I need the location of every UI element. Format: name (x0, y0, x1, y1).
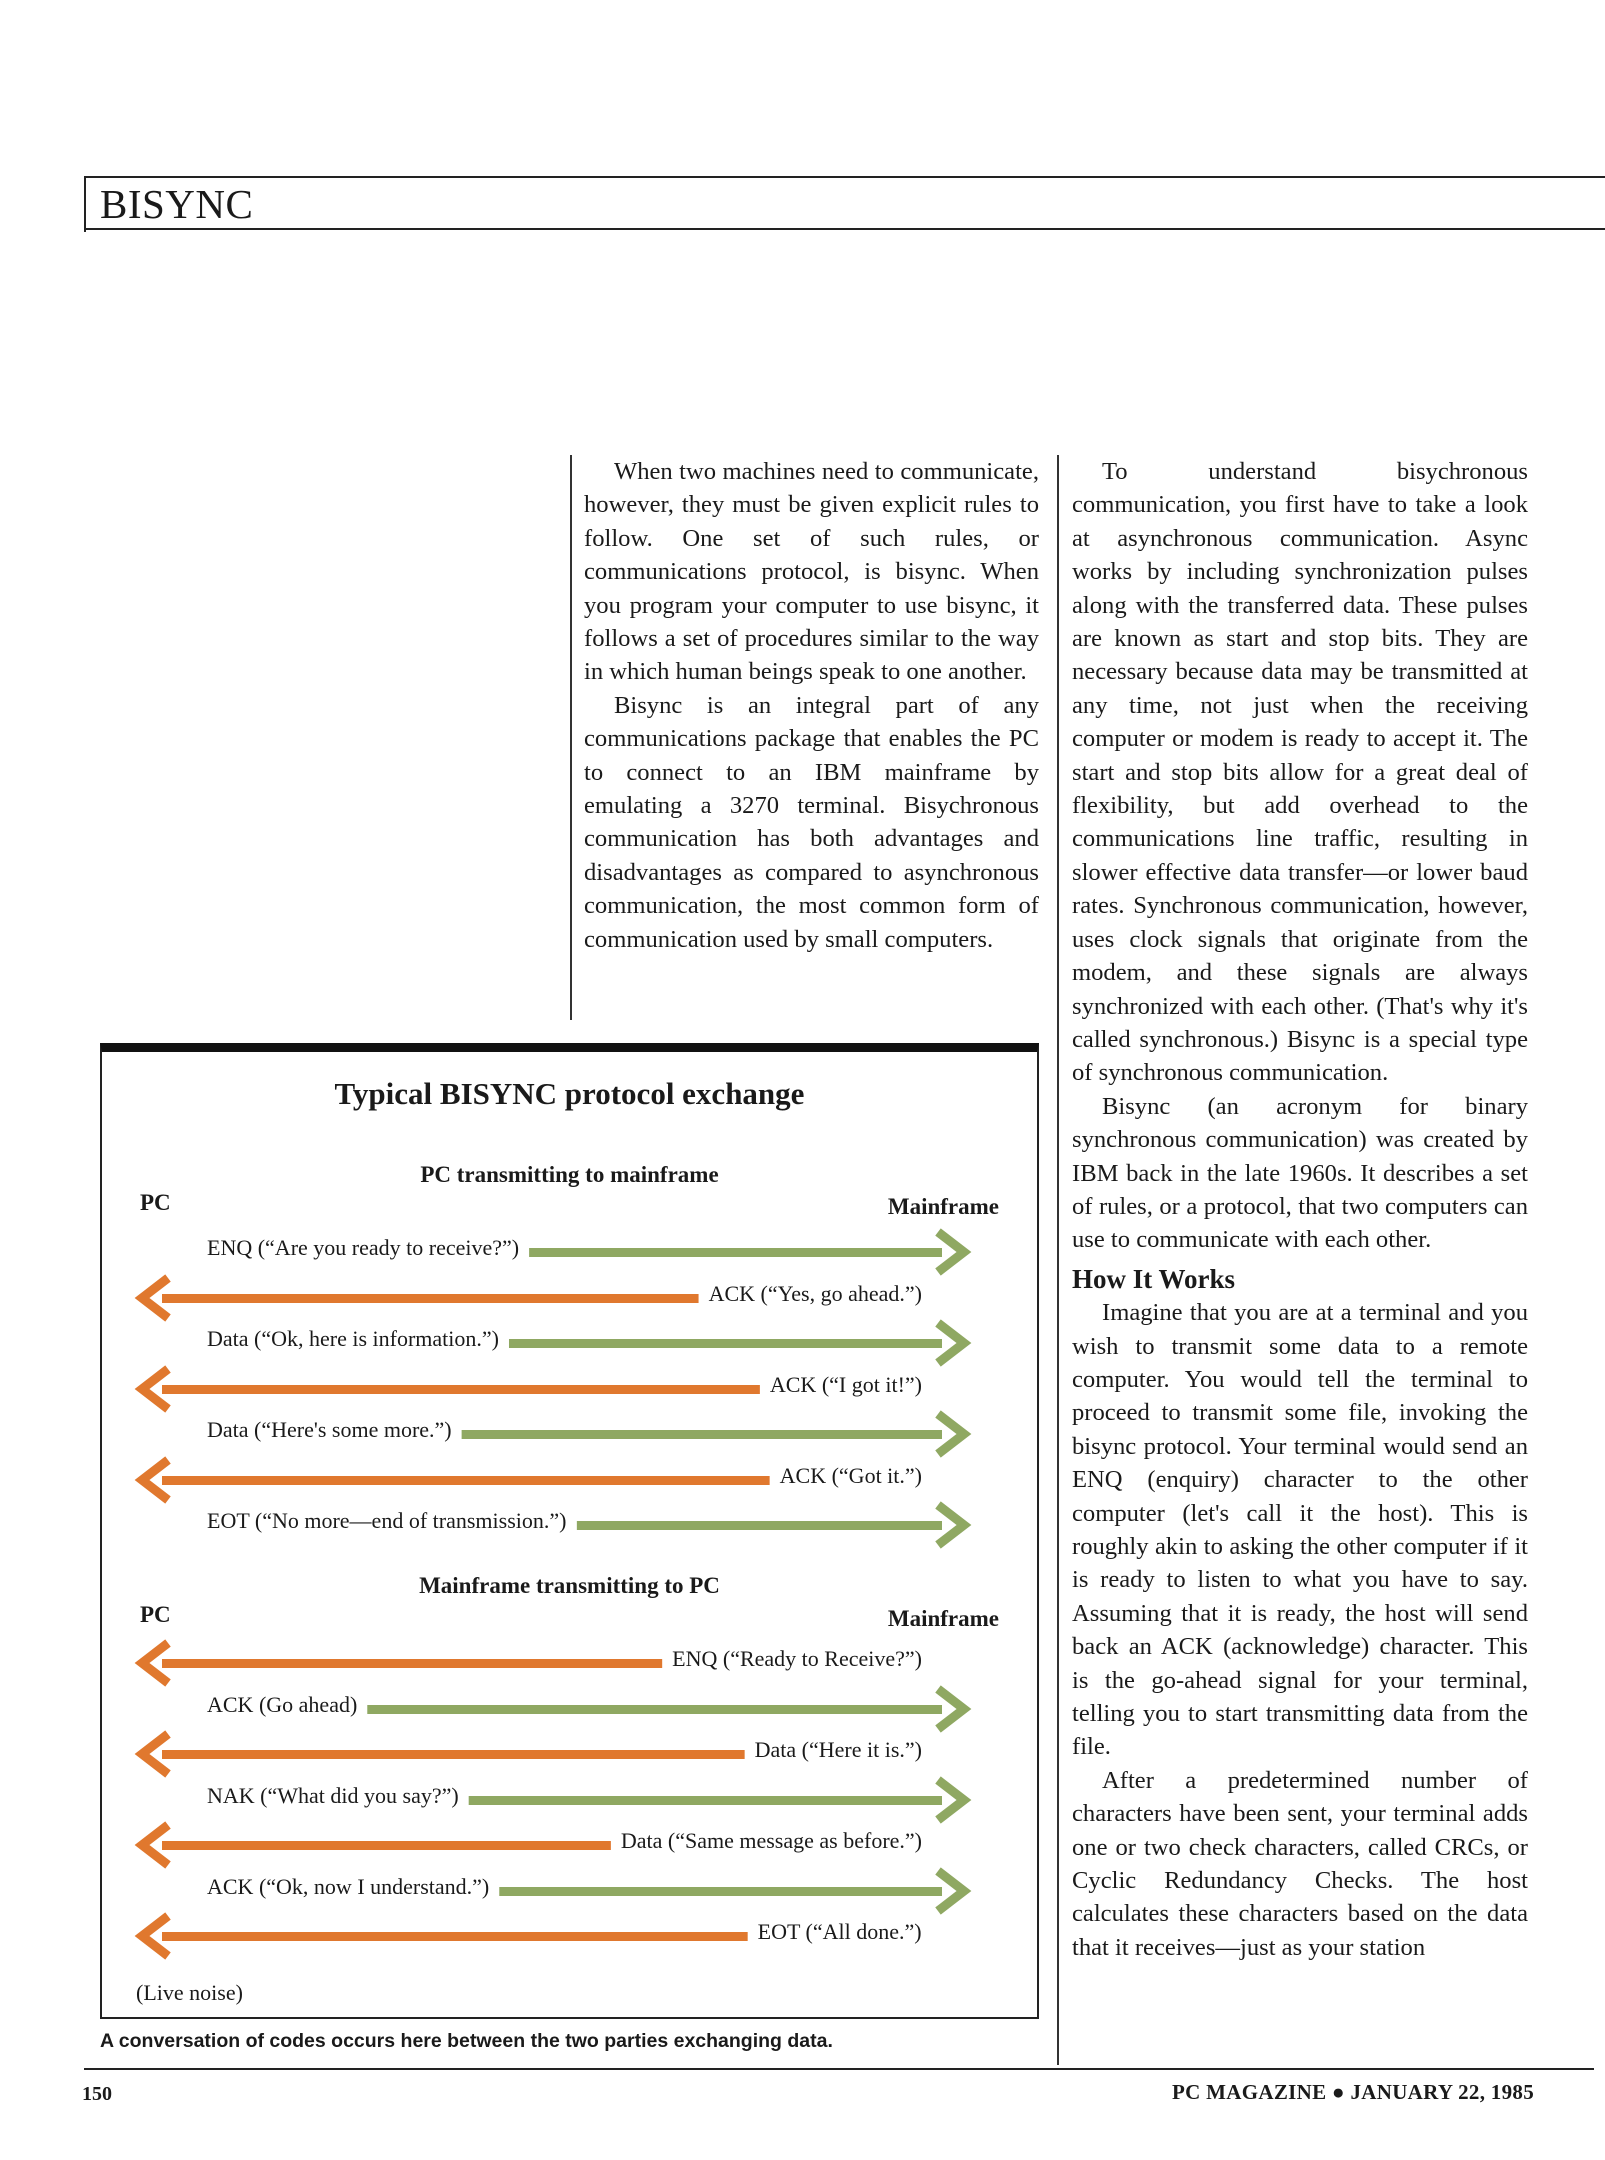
article-paragraph: Bisync (an acronym for binary synchronous communication) was created by IBM back in the late 1960s. It describes a set of rules, or a protocol, that two computers can use to communicate with each other. (1072, 1092, 1528, 1254)
figure-caption: A conversation of codes occurs here between the two parties exchanging data. (100, 2030, 833, 2052)
pc-label: PC (140, 1602, 171, 1627)
exchange-row (102, 1822, 1037, 1868)
article-column-middle (584, 455, 1039, 956)
page-number: 150 (82, 2083, 112, 2105)
subheading: How It Works (1072, 1263, 1236, 1294)
arrow-shaft-to-mainframe (499, 1887, 942, 1896)
article-column-right (1072, 455, 1528, 1964)
message-label-to-mainframe: ENQ (“Are you ready to receive?”) (207, 1235, 520, 1260)
message-label-to-pc: Data (“Same message as before.”) (620, 1828, 922, 1853)
exchange-row (102, 1275, 1037, 1321)
exchange-row (102, 1229, 1037, 1275)
header-bottom-rule (84, 228, 1605, 230)
message-label-to-mainframe: EOT (“No more—end of transmission.”) (207, 1508, 567, 1533)
exchange-row (102, 1777, 1037, 1823)
message-label-to-pc: EOT (“All done.”) (757, 1919, 922, 1944)
exchange-row (102, 1868, 1037, 1914)
arrow-shaft-to-mainframe (529, 1248, 942, 1257)
message-label-to-mainframe: ACK (“Ok, now I understand.”) (207, 1873, 490, 1899)
arrow-shaft-to-pc (162, 1476, 770, 1485)
arrow-shaft-to-mainframe (462, 1430, 942, 1439)
article-paragraph: Imagine that you are at a terminal and you wish to transmit some data to a remote computer. You would tell the terminal to proceed to transmit some file, invoking the bisync protocol. Your terminal would send an ENQ (enquiry) character to the other computer (let's call it the host). This is roughly akin to asking the other computer if it is ready to listen to what you have to say. Assuming that it is ready, the host will send back an ACK (acknowledge) character. This is the go-ahead signal for your terminal, telling you to start transmitting data from the file. (1072, 1299, 1528, 1761)
message-label-to-mainframe: ACK (Go ahead) (207, 1691, 358, 1717)
message-label-to-pc: Data (“Here it is.”) (754, 1737, 922, 1762)
message-label-to-mainframe: NAK (“What did you say?”) (207, 1782, 459, 1808)
arrow-shaft-to-mainframe (509, 1339, 942, 1348)
exchange-row (102, 1640, 1037, 1686)
column-divider-left (570, 455, 572, 1020)
mainframe-label: Mainframe (887, 1606, 999, 1631)
header-top-rule (84, 176, 1605, 178)
message-label-to-pc: ACK (“I got it!”) (769, 1371, 922, 1397)
live-noise-label: (Live noise) (136, 1980, 243, 2005)
exchange-row (102, 1366, 1037, 1412)
arrow-shaft-to-mainframe (367, 1705, 942, 1714)
message-label-to-pc: ENQ (“Ready to Receive?”) (672, 1646, 922, 1671)
exchange-row (102, 1411, 1037, 1457)
publication-line: PC MAGAZINE ● JANUARY 22, 1985 (1172, 2080, 1534, 2104)
exchange-row (102, 1502, 1037, 1548)
article-paragraph: To understand bisychronous communication, you first have to take a look at asynchronous communication. Async works by including synchronization pulses along with the transferred data. These pulses are known as start and stop bits. They are necessary because data may be transmitted at any time, not just when the receiving computer or modem is ready to accept it. The start and stop bits allow for a great deal of flexibility, but add overhead to the communications line traffic, resulting in slower effective data transfer—or lower baud rates. Synchronous communication, however, uses clock signals that originate from the modem, and these signals are always synchronized with each other. (That's why it's called synchronous.) Bisync is a special type of synchronous communication. (1072, 458, 1528, 1087)
exchange-row (102, 1731, 1037, 1777)
arrow-shaft-to-mainframe (469, 1796, 942, 1805)
exchange-row (102, 1686, 1037, 1732)
arrow-shaft-to-pc (162, 1294, 699, 1303)
column-divider-right (1057, 455, 1059, 2065)
message-label-to-pc: ACK (“Yes, go ahead.”) (708, 1280, 922, 1306)
footer-rule (84, 2068, 1594, 2070)
exchange-row (102, 1457, 1037, 1503)
arrow-shaft-to-pc (162, 1659, 662, 1668)
arrow-shaft-to-pc (162, 1750, 745, 1759)
article-paragraph: After a predetermined number of characters have been sent, your terminal adds one or two check characters, called CRCs, or Cyclic Redundancy Checks. The host calculates these characters based on the data that it receives—just as your station (1072, 1766, 1528, 1961)
message-label-to-mainframe: Data (“Ok, here is information.”) (207, 1326, 499, 1351)
article-paragraph: When two machines need to communicate, however, they must be given explicit rules to follow. One set of such rules, or communications protocol, is bisync. When you program your computer to use bisync, it follows a set of procedures similar to the way in which human beings speak to one another. (584, 458, 1039, 686)
mainframe-label: Mainframe (887, 1194, 999, 1219)
figure-title: Typical BISYNC protocol exchange (334, 1076, 805, 1111)
arrow-shaft-to-pc (162, 1385, 760, 1394)
arrow-shaft-to-mainframe (577, 1521, 942, 1530)
header-left-rule (84, 176, 86, 232)
pc-label: PC (140, 1190, 171, 1215)
message-label-to-mainframe: Data (“Here's some more.”) (207, 1417, 452, 1442)
article-paragraph: Bisync is an integral part of any communications package that enables the PC to connect to an IBM mainframe by emulating a 3270 terminal. Bisychronous communication has both advantages and disadvantages as compared to asynchronous communication, the most common form of communication used by small computers. (584, 691, 1039, 953)
arrow-shaft-to-pc (162, 1932, 748, 1941)
section-heading-pc-to-mainframe: PC transmitting to mainframe (420, 1162, 719, 1187)
message-label-to-pc: ACK (“Got it.”) (779, 1462, 922, 1488)
arrow-shaft-to-pc (162, 1841, 611, 1850)
protocol-figure (100, 1043, 1039, 2019)
exchange-row (102, 1913, 1037, 1959)
section-title: BISYNC (100, 181, 254, 227)
section-heading-mainframe-to-pc: Mainframe transmitting to PC (419, 1573, 720, 1598)
exchange-row (102, 1320, 1037, 1366)
